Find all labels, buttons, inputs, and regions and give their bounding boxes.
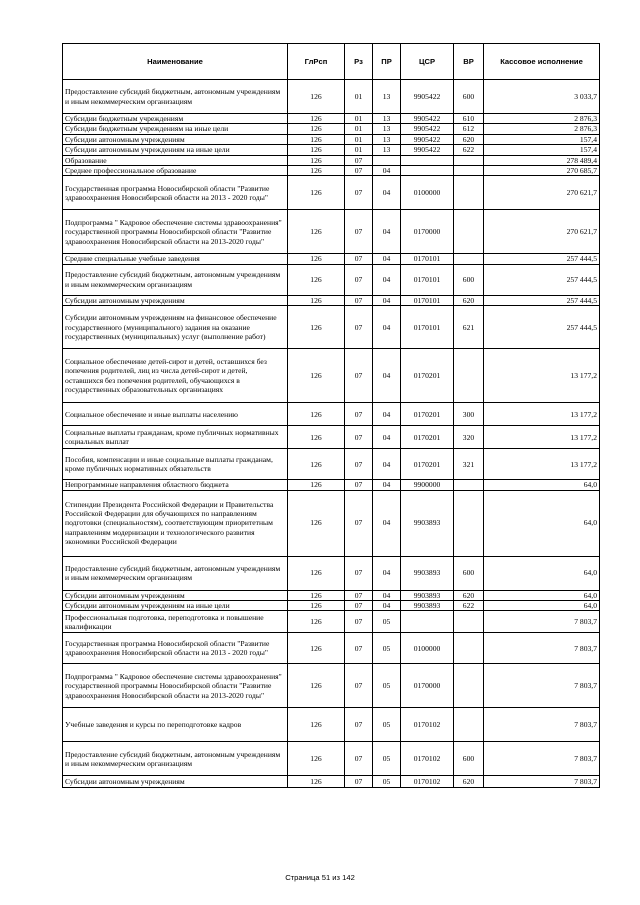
cell-csr: 0170101 xyxy=(401,295,454,305)
cell-glrsp: 126 xyxy=(288,708,345,742)
cell-vr xyxy=(454,664,484,708)
cell-rz: 07 xyxy=(345,306,373,349)
cell-pr: 04 xyxy=(373,264,401,295)
cell-csr: 0170102 xyxy=(401,708,454,742)
cell-amount: 13 177,2 xyxy=(484,349,600,403)
cell-rz: 07 xyxy=(345,166,373,176)
cell-glrsp: 126 xyxy=(288,776,345,788)
cell-vr xyxy=(454,349,484,403)
cell-amount: 257 444,5 xyxy=(484,254,600,264)
cell-vr: 612 xyxy=(454,124,484,134)
cell-name: Подпрограмма " Кадровое обеспечение системы здравоохранения" государственной программы Новосибирской области "Развитие здравоохранения Новосибирской области на 2013-2020 годы" xyxy=(63,664,288,708)
cell-glrsp: 126 xyxy=(288,306,345,349)
cell-glrsp: 126 xyxy=(288,176,345,210)
cell-rz: 07 xyxy=(345,708,373,742)
cell-csr xyxy=(401,166,454,176)
cell-csr: 0170101 xyxy=(401,254,454,264)
cell-pr: 13 xyxy=(373,114,401,124)
cell-glrsp: 126 xyxy=(288,664,345,708)
cell-amount: 64,0 xyxy=(484,601,600,611)
cell-rz: 07 xyxy=(345,264,373,295)
cell-glrsp: 126 xyxy=(288,490,345,556)
cell-name: Социальное обеспечение и иные выплаты населению xyxy=(63,403,288,426)
cell-vr xyxy=(454,480,484,490)
cell-vr xyxy=(454,708,484,742)
cell-amount: 157,4 xyxy=(484,145,600,155)
cell-vr: 622 xyxy=(454,145,484,155)
cell-rz: 07 xyxy=(345,590,373,600)
cell-name: Субсидии бюджетным учреждениям на иные цели xyxy=(63,124,288,134)
table-row xyxy=(63,449,600,480)
cell-csr: 9903893 xyxy=(401,490,454,556)
cell-amount: 3 033,7 xyxy=(484,80,600,114)
table-row xyxy=(63,254,600,264)
cell-glrsp: 126 xyxy=(288,166,345,176)
table-row xyxy=(63,295,600,305)
cell-amount: 270 621,7 xyxy=(484,176,600,210)
cell-amount: 157,4 xyxy=(484,134,600,144)
cell-amount: 257 444,5 xyxy=(484,306,600,349)
cell-vr: 620 xyxy=(454,134,484,144)
cell-name: Государственная программа Новосибирской области "Развитие здравоохранения Новосибирской области на 2013 - 2020 годы" xyxy=(63,633,288,664)
cell-name: Непрограммные направления областного бюджета xyxy=(63,480,288,490)
cell-vr xyxy=(454,633,484,664)
table-row xyxy=(63,166,600,176)
cell-name: Субсидии автономным учреждениям на финансовое обеспечение государственного (муниципального) задания на оказание государственных (муниципальных) услуг (выполнение работ) xyxy=(63,306,288,349)
cell-csr: 9905422 xyxy=(401,80,454,114)
cell-csr xyxy=(401,155,454,165)
table-row xyxy=(63,210,600,254)
cell-name: Субсидии бюджетным учреждениям xyxy=(63,114,288,124)
cell-pr: 04 xyxy=(373,295,401,305)
cell-rz: 01 xyxy=(345,124,373,134)
cell-rz: 07 xyxy=(345,742,373,776)
header-vr: ВР xyxy=(454,44,484,80)
cell-rz: 07 xyxy=(345,556,373,590)
cell-amount: 257 444,5 xyxy=(484,295,600,305)
table-row xyxy=(63,633,600,664)
cell-pr: 04 xyxy=(373,556,401,590)
cell-rz: 07 xyxy=(345,254,373,264)
cell-csr: 0170101 xyxy=(401,264,454,295)
cell-glrsp: 126 xyxy=(288,601,345,611)
cell-pr: 04 xyxy=(373,449,401,480)
cell-glrsp: 126 xyxy=(288,264,345,295)
table-row xyxy=(63,306,600,349)
cell-rz: 01 xyxy=(345,114,373,124)
cell-amount: 64,0 xyxy=(484,490,600,556)
table-row xyxy=(63,80,600,114)
cell-csr xyxy=(401,611,454,633)
cell-vr: 600 xyxy=(454,556,484,590)
cell-pr: 04 xyxy=(373,166,401,176)
cell-glrsp: 126 xyxy=(288,590,345,600)
header-glrsp: ГлРсп xyxy=(288,44,345,80)
cell-pr: 13 xyxy=(373,134,401,144)
cell-amount: 7 803,7 xyxy=(484,742,600,776)
cell-vr xyxy=(454,611,484,633)
cell-csr: 0100000 xyxy=(401,633,454,664)
table-row xyxy=(63,176,600,210)
table-row xyxy=(63,480,600,490)
cell-csr: 9903893 xyxy=(401,601,454,611)
cell-vr: 620 xyxy=(454,295,484,305)
cell-csr: 0170102 xyxy=(401,742,454,776)
cell-pr: 04 xyxy=(373,601,401,611)
cell-name: Предоставление субсидий бюджетным, автономным учреждениям и иным некоммерческим организациям xyxy=(63,80,288,114)
cell-name: Субсидии автономным учреждениям xyxy=(63,134,288,144)
cell-pr: 05 xyxy=(373,742,401,776)
cell-name: Средние специальные учебные заведения xyxy=(63,254,288,264)
cell-csr: 9903893 xyxy=(401,556,454,590)
cell-vr: 600 xyxy=(454,80,484,114)
cell-csr: 9900000 xyxy=(401,480,454,490)
cell-glrsp: 126 xyxy=(288,80,345,114)
table-row xyxy=(63,556,600,590)
cell-pr xyxy=(373,155,401,165)
cell-pr: 04 xyxy=(373,349,401,403)
cell-name: Предоставление субсидий бюджетным, автономным учреждениям и иным некоммерческим организациям xyxy=(63,556,288,590)
cell-vr xyxy=(454,254,484,264)
cell-rz: 01 xyxy=(345,145,373,155)
table-row xyxy=(63,134,600,144)
cell-glrsp: 126 xyxy=(288,611,345,633)
cell-amount: 270 621,7 xyxy=(484,210,600,254)
cell-rz: 07 xyxy=(345,490,373,556)
cell-rz: 07 xyxy=(345,210,373,254)
cell-name: Профессиональная подготовка, переподготовка и повышение квалификации xyxy=(63,611,288,633)
cell-rz: 07 xyxy=(345,776,373,788)
header-rz: Рз xyxy=(345,44,373,80)
cell-glrsp: 126 xyxy=(288,114,345,124)
cell-amount: 64,0 xyxy=(484,556,600,590)
cell-pr: 04 xyxy=(373,426,401,449)
table-row xyxy=(63,145,600,155)
cell-name: Предоставление субсидий бюджетным, автономным учреждениям и иным некоммерческим организациям xyxy=(63,264,288,295)
cell-name: Социальные выплаты гражданам, кроме публичных нормативных социальных выплат xyxy=(63,426,288,449)
cell-amount: 64,0 xyxy=(484,480,600,490)
cell-csr: 9903893 xyxy=(401,590,454,600)
cell-pr: 05 xyxy=(373,633,401,664)
cell-vr: 610 xyxy=(454,114,484,124)
cell-glrsp: 126 xyxy=(288,134,345,144)
cell-csr: 0170201 xyxy=(401,349,454,403)
table-row xyxy=(63,426,600,449)
cell-vr: 620 xyxy=(454,590,484,600)
cell-name: Предоставление субсидий бюджетным, автономным учреждениям и иным некоммерческим организациям xyxy=(63,742,288,776)
cell-glrsp: 126 xyxy=(288,254,345,264)
cell-rz: 07 xyxy=(345,403,373,426)
cell-rz: 07 xyxy=(345,449,373,480)
cell-amount: 13 177,2 xyxy=(484,403,600,426)
cell-vr xyxy=(454,210,484,254)
cell-pr: 04 xyxy=(373,590,401,600)
cell-rz: 07 xyxy=(345,295,373,305)
cell-name: Субсидии автономным учреждениям xyxy=(63,776,288,788)
cell-glrsp: 126 xyxy=(288,480,345,490)
cell-rz: 07 xyxy=(345,611,373,633)
cell-vr xyxy=(454,166,484,176)
cell-glrsp: 126 xyxy=(288,742,345,776)
cell-csr: 0100000 xyxy=(401,176,454,210)
cell-amount: 257 444,5 xyxy=(484,264,600,295)
table-row xyxy=(63,124,600,134)
cell-amount: 2 876,3 xyxy=(484,114,600,124)
cell-csr: 9905422 xyxy=(401,134,454,144)
cell-amount: 7 803,7 xyxy=(484,633,600,664)
table-row xyxy=(63,590,600,600)
cell-glrsp: 126 xyxy=(288,295,345,305)
cell-amount: 64,0 xyxy=(484,590,600,600)
cell-rz: 07 xyxy=(345,480,373,490)
cell-rz: 07 xyxy=(345,155,373,165)
cell-vr: 620 xyxy=(454,776,484,788)
cell-vr: 600 xyxy=(454,742,484,776)
table-row xyxy=(63,776,600,788)
cell-glrsp: 126 xyxy=(288,633,345,664)
cell-vr xyxy=(454,490,484,556)
cell-vr: 300 xyxy=(454,403,484,426)
cell-vr: 321 xyxy=(454,449,484,480)
cell-rz: 07 xyxy=(345,349,373,403)
cell-name: Субсидии автономным учреждениям на иные цели xyxy=(63,601,288,611)
header-amount: Кассовое исполнение xyxy=(484,44,600,80)
cell-name: Учебные заведения и курсы по переподготовке кадров xyxy=(63,708,288,742)
cell-csr: 0170000 xyxy=(401,664,454,708)
cell-vr: 622 xyxy=(454,601,484,611)
cell-pr: 13 xyxy=(373,80,401,114)
table-row xyxy=(63,490,600,556)
header-name: Наименование xyxy=(63,44,288,80)
cell-rz: 07 xyxy=(345,633,373,664)
cell-vr: 320 xyxy=(454,426,484,449)
cell-name: Среднее профессиональное образование xyxy=(63,166,288,176)
cell-glrsp: 126 xyxy=(288,426,345,449)
table-row xyxy=(63,264,600,295)
cell-rz: 01 xyxy=(345,80,373,114)
cell-rz: 01 xyxy=(345,134,373,144)
cell-pr: 04 xyxy=(373,254,401,264)
cell-pr: 05 xyxy=(373,664,401,708)
cell-pr: 13 xyxy=(373,145,401,155)
cell-amount: 13 177,2 xyxy=(484,449,600,480)
cell-amount: 13 177,2 xyxy=(484,426,600,449)
page-number: Страница 51 из 142 xyxy=(285,873,355,882)
cell-glrsp: 126 xyxy=(288,349,345,403)
cell-amount: 7 803,7 xyxy=(484,776,600,788)
cell-pr: 04 xyxy=(373,490,401,556)
cell-pr: 04 xyxy=(373,176,401,210)
cell-pr: 04 xyxy=(373,403,401,426)
cell-vr: 600 xyxy=(454,264,484,295)
table-row xyxy=(63,611,600,633)
cell-name: Подпрограмма " Кадровое обеспечение системы здравоохранения" государственной программы Новосибирской области "Развитие здравоохранения Новосибирской области на 2013-2020 годы" xyxy=(63,210,288,254)
cell-name: Образование xyxy=(63,155,288,165)
cell-rz: 07 xyxy=(345,601,373,611)
cell-pr: 05 xyxy=(373,611,401,633)
cell-vr xyxy=(454,176,484,210)
table-row xyxy=(63,601,600,611)
cell-name: Государственная программа Новосибирской области "Развитие здравоохранения Новосибирской области на 2013 - 2020 годы" xyxy=(63,176,288,210)
cell-name: Субсидии автономным учреждениям на иные цели xyxy=(63,145,288,155)
cell-vr xyxy=(454,155,484,165)
cell-glrsp: 126 xyxy=(288,403,345,426)
cell-pr: 05 xyxy=(373,776,401,788)
table-row xyxy=(63,114,600,124)
cell-amount: 7 803,7 xyxy=(484,611,600,633)
table-row xyxy=(63,403,600,426)
header-pr: ПР xyxy=(373,44,401,80)
table-row xyxy=(63,664,600,708)
table-row xyxy=(63,708,600,742)
cell-amount: 7 803,7 xyxy=(484,664,600,708)
cell-glrsp: 126 xyxy=(288,556,345,590)
cell-glrsp: 126 xyxy=(288,145,345,155)
cell-pr: 13 xyxy=(373,124,401,134)
cell-csr: 0170102 xyxy=(401,776,454,788)
cell-csr: 0170201 xyxy=(401,426,454,449)
cell-csr: 0170000 xyxy=(401,210,454,254)
table-header-row xyxy=(63,44,600,80)
cell-name: Субсидии автономным учреждениям xyxy=(63,295,288,305)
cell-glrsp: 126 xyxy=(288,449,345,480)
cell-pr: 04 xyxy=(373,306,401,349)
cell-pr: 04 xyxy=(373,480,401,490)
budget-execution-table xyxy=(62,43,600,788)
table-row xyxy=(63,742,600,776)
cell-csr: 9905422 xyxy=(401,114,454,124)
cell-amount: 2 876,3 xyxy=(484,124,600,134)
cell-name: Субсидии автономным учреждениям xyxy=(63,590,288,600)
cell-csr: 9905422 xyxy=(401,124,454,134)
table-row xyxy=(63,349,600,403)
cell-pr: 05 xyxy=(373,708,401,742)
cell-name: Стипендии Президента Российской Федерации и Правительства Российской Федерации для обучающихся по направлениям подготовки (специальностям), соответствующим приоритетным направлениям модернизации и технологического развития экономики Российской Федерации xyxy=(63,490,288,556)
cell-amount: 278 489,4 xyxy=(484,155,600,165)
cell-name: Социальное обеспечение детей-сирот и детей, оставшихся без попечения родителей, лиц из числа детей-сирот и детей, оставшихся без попечения родителей, обучающихся в государственных образовательных организациях xyxy=(63,349,288,403)
cell-glrsp: 126 xyxy=(288,155,345,165)
table-body xyxy=(63,80,600,788)
cell-pr: 04 xyxy=(373,210,401,254)
cell-csr: 0170201 xyxy=(401,449,454,480)
header-csr: ЦСР xyxy=(401,44,454,80)
cell-glrsp: 126 xyxy=(288,124,345,134)
cell-amount: 7 803,7 xyxy=(484,708,600,742)
cell-csr: 0170101 xyxy=(401,306,454,349)
cell-rz: 07 xyxy=(345,426,373,449)
cell-rz: 07 xyxy=(345,176,373,210)
table-row xyxy=(63,155,600,165)
cell-vr: 621 xyxy=(454,306,484,349)
cell-csr: 9905422 xyxy=(401,145,454,155)
cell-csr: 0170201 xyxy=(401,403,454,426)
cell-amount: 270 685,7 xyxy=(484,166,600,176)
cell-name: Пособия, компенсации и иные социальные выплаты гражданам, кроме публичных нормативных обязательств xyxy=(63,449,288,480)
cell-glrsp: 126 xyxy=(288,210,345,254)
cell-rz: 07 xyxy=(345,664,373,708)
